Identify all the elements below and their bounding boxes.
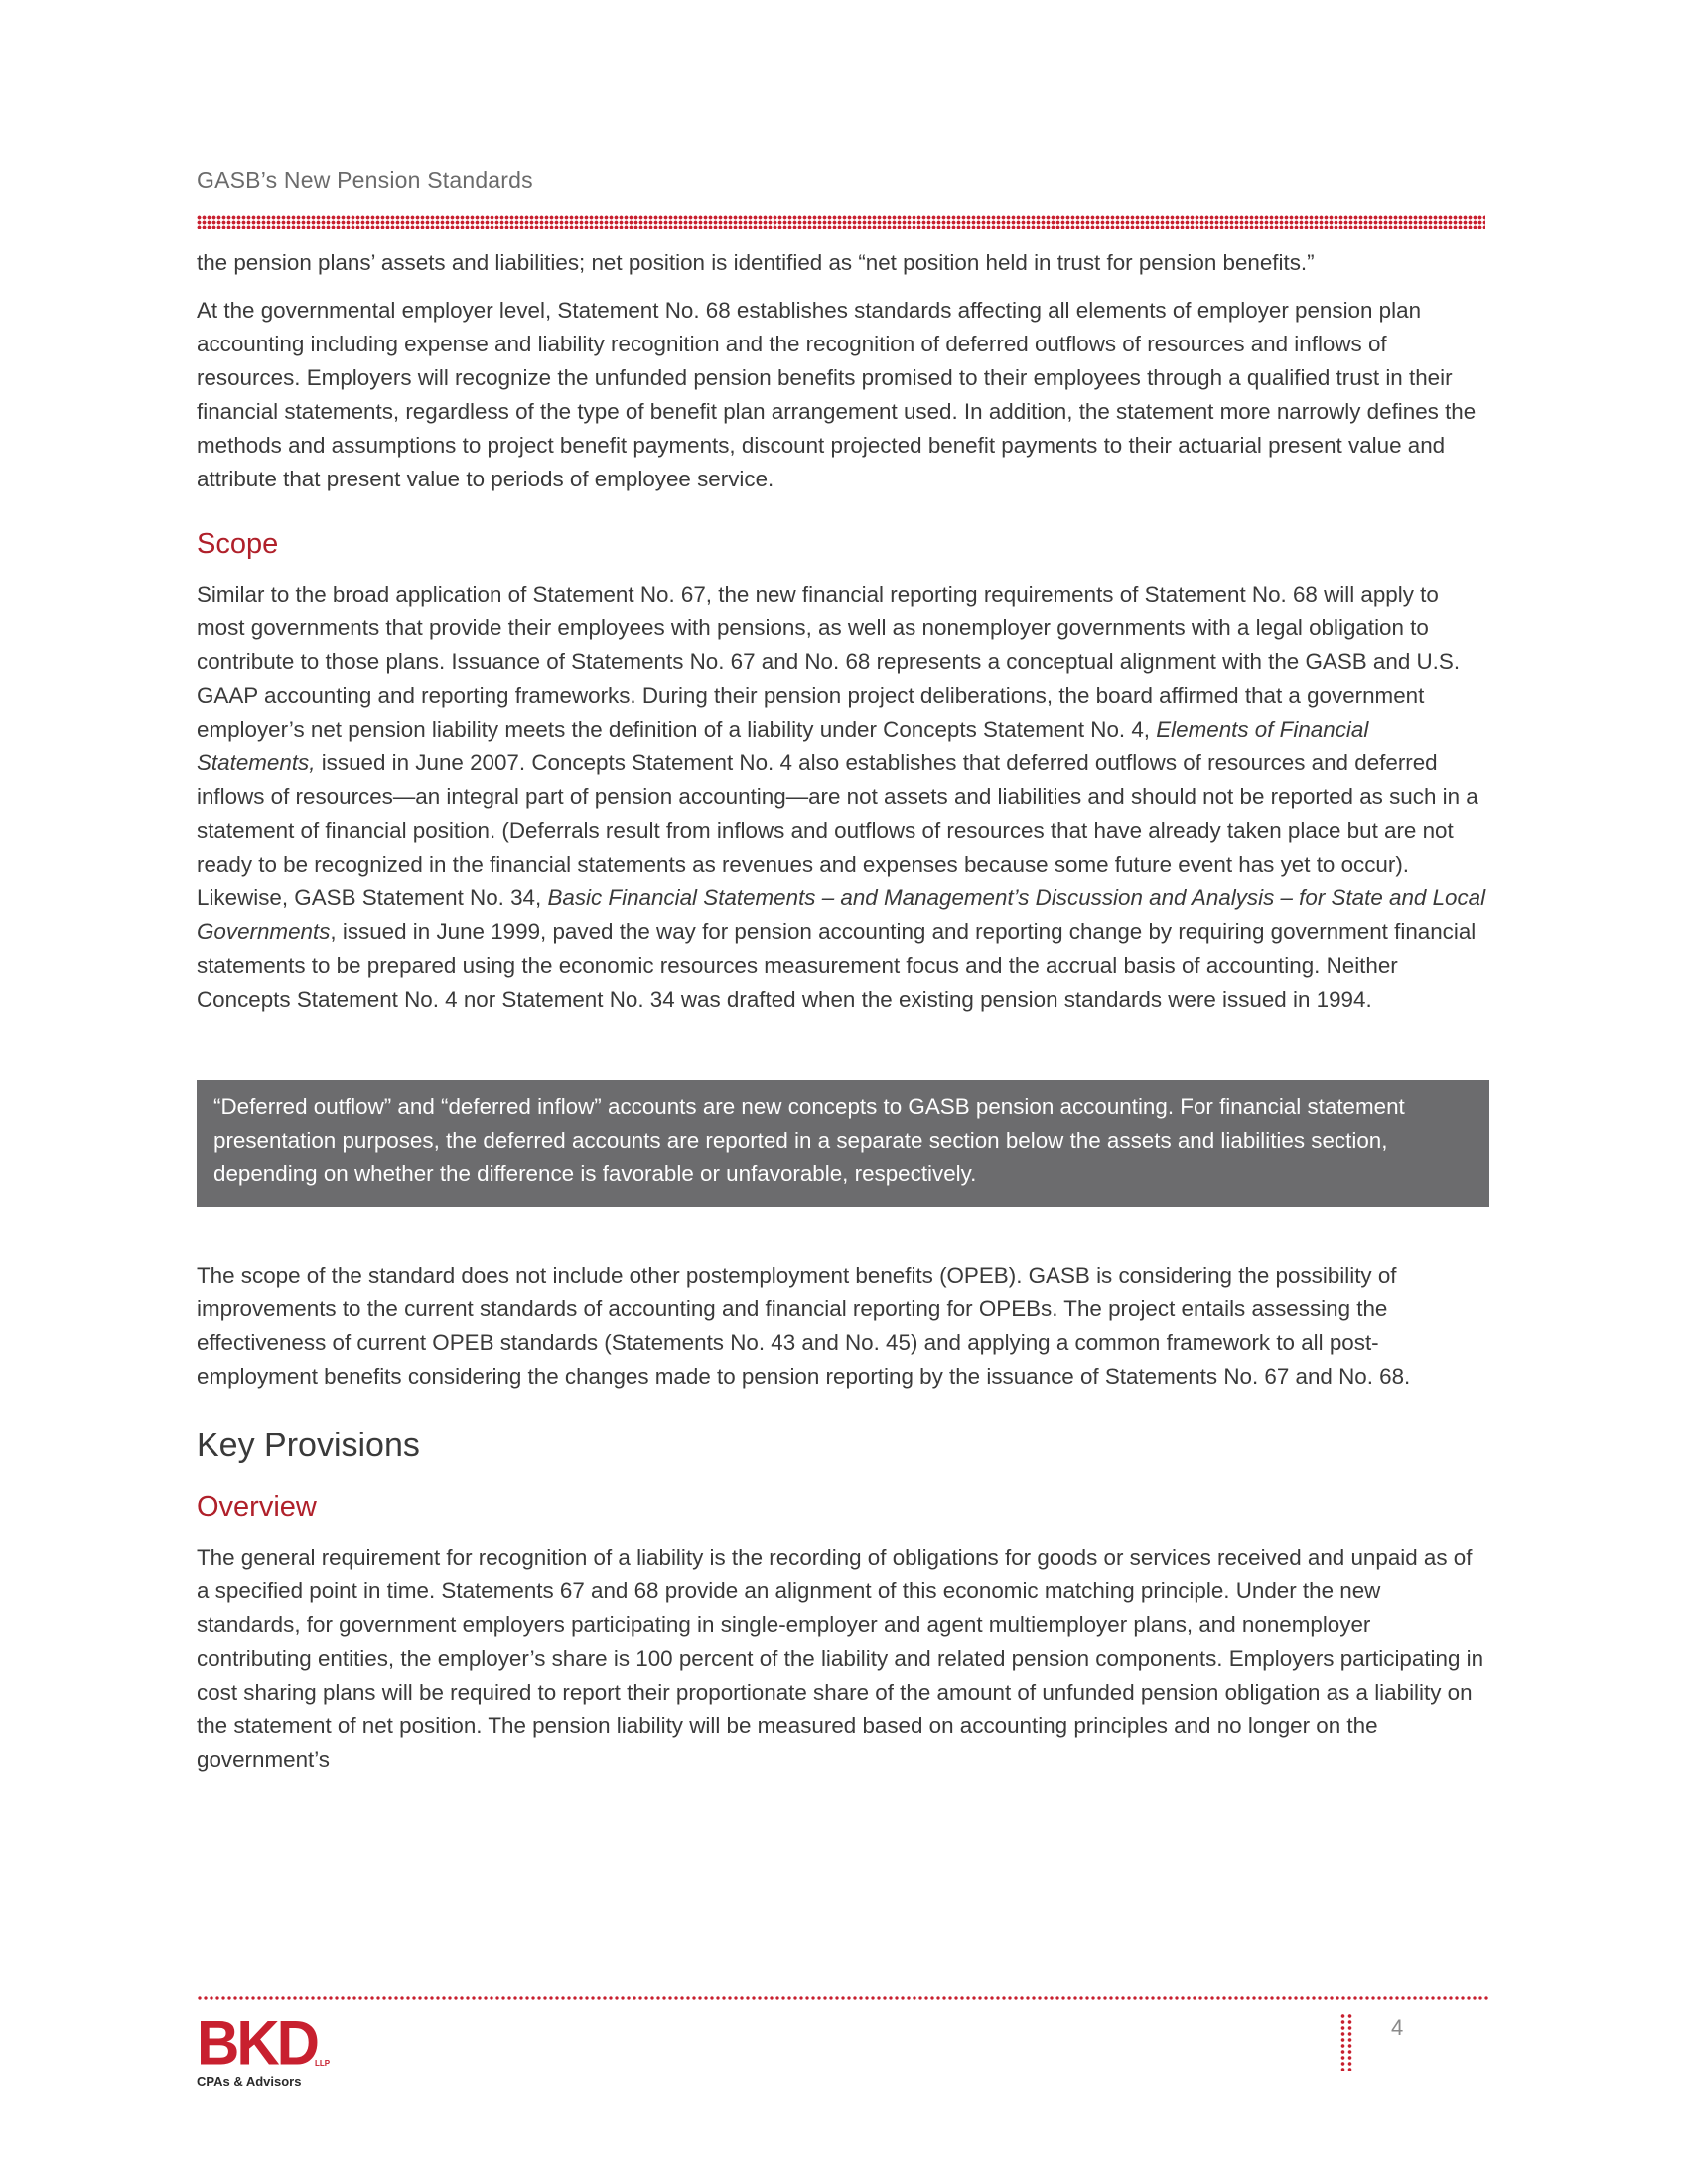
footer-dotted-rule — [197, 1996, 1489, 2000]
running-header: GASB’s New Pension Standards — [197, 167, 533, 193]
bkd-logo — [197, 2007, 331, 2089]
paragraph-scope-opeb: The scope of the standard does not include other postemployment benefits (OPEB). GASB is considering the possibility of improvements to the current standards of accounting and financial reporting for OPEBs. The project entails assessing the effectiveness of current OPEB standards (Statements No. 43 and No. 45) and applying a common framework to all post-employment benefits considering the changes made to pension reporting by the issuance of Statements No. 67 and No. 68. — [197, 1263, 1411, 1389]
callout-box-deferred-accounts: “Deferred outflow” and “deferred inflow” accounts are new concepts to GASB pension accounting. For financial statement presentation purposes, the deferred accounts are reported in a separate section below the assets and liabilities section, depending on whether the difference is favorable or unfavorable, respectively. — [197, 1080, 1489, 1207]
scope-italic-elements-title: Elements of Financial Statements, — [197, 717, 1369, 775]
section-heading-key-provisions: Key Provisions — [197, 1427, 420, 1464]
paragraph-employer-level: At the governmental employer level, Statement No. 68 establishes standards affecting all elements of employer pension plan accounting including expense and liability recognition and the recognition of deferred outflows of resources and inflows of resources. Employers will recognize the unfunded pension benefits promised to their employees through a qualified trust in their financial statements, regardless of the type of benefit plan arrangement used. In addition, the statement more narrowly defines the methods and assumptions to project benefit payments, discount projected benefit payments to their actuarial present value and attribute that present value to periods of employee service. — [197, 298, 1477, 491]
subsection-heading-overview: Overview — [197, 1491, 317, 1523]
paragraph-scope-1 — [197, 578, 1489, 1017]
logo-letters: BKD — [197, 2007, 317, 2079]
page-content — [197, 246, 1489, 1791]
paragraph-overview: The general requirement for recognition of a liability is the recording of obligations for goods or services received and unpaid as of a specified point in time. Statements 67 and 68 provide an alignment of this economic matching principle. Under the new standards, for government employers participating in single-employer and agent multiemployer plans, and nonemployer contributing entities, the employer’s share is 100 percent of the liability and related pension components. Employers participating in cost sharing plans will be required to report their proportionate share of the amount of unfunded pension obligation as a liability on the statement of net position. The pension liability will be measured based on accounting principles and no longer on the government’s — [197, 1545, 1484, 1772]
logo-tagline: CPAs & Advisors — [197, 2074, 302, 2089]
scope-text-a: Similar to the broad application of Statement No. 67, the new financial reporting requirements of Statement No. 68 will apply to most governments that provide their employees with pensions, as well as nonemployer governments with a legal obligation to contribute to those plans. Issuance of Statements No. 67 and No. 68 represents a conceptual alignment with the GASB and U.S. GAAP accounting and reporting frameworks. During their pension project deliberations, the board affirmed that a government employer’s net pension liability meets the definition of a liability under Concepts Statement No. 4, — [197, 582, 1461, 742]
header-dotted-rule — [197, 215, 1485, 229]
logo-llp: LLP — [315, 2059, 331, 2068]
footer-vertical-dots — [1339, 2013, 1353, 2071]
paragraph-continuation: the pension plans’ assets and liabilities; net position is identified as “net position held in trust for pension benefits.” — [197, 250, 1315, 275]
scope-text-b: issued in June 2007. Concepts Statement No. 4 also establishes that deferred outflows of resources and deferred inflows of resources—an integral part of pension accounting—are not assets and liabilities and should not be reported as such in a statement of financial position. (Deferrals result from inflows and outflows of resources that have already taken place but are not ready to be recognized in the financial statements as revenues and expenses because some future event has yet to occur). Likewise, GASB Statement No. 34, — [197, 751, 1478, 910]
scope-text-c: , issued in June 1999, paved the way for pension accounting and reporting change by requiring government financial statements to be prepared using the economic resources measurement focus and the accrual basis of accounting. Neither Concepts Statement No. 4 nor Statement No. 34 was drafted when the existing pension standards were issued in 1994. — [197, 919, 1477, 1012]
section-heading-scope: Scope — [197, 528, 279, 560]
page-number: 4 — [1391, 2015, 1404, 2040]
scope-italic-statement-34-title: Basic Financial Statements – and Management’s Discussion and Analysis – for State and Local Governments — [197, 886, 1486, 944]
